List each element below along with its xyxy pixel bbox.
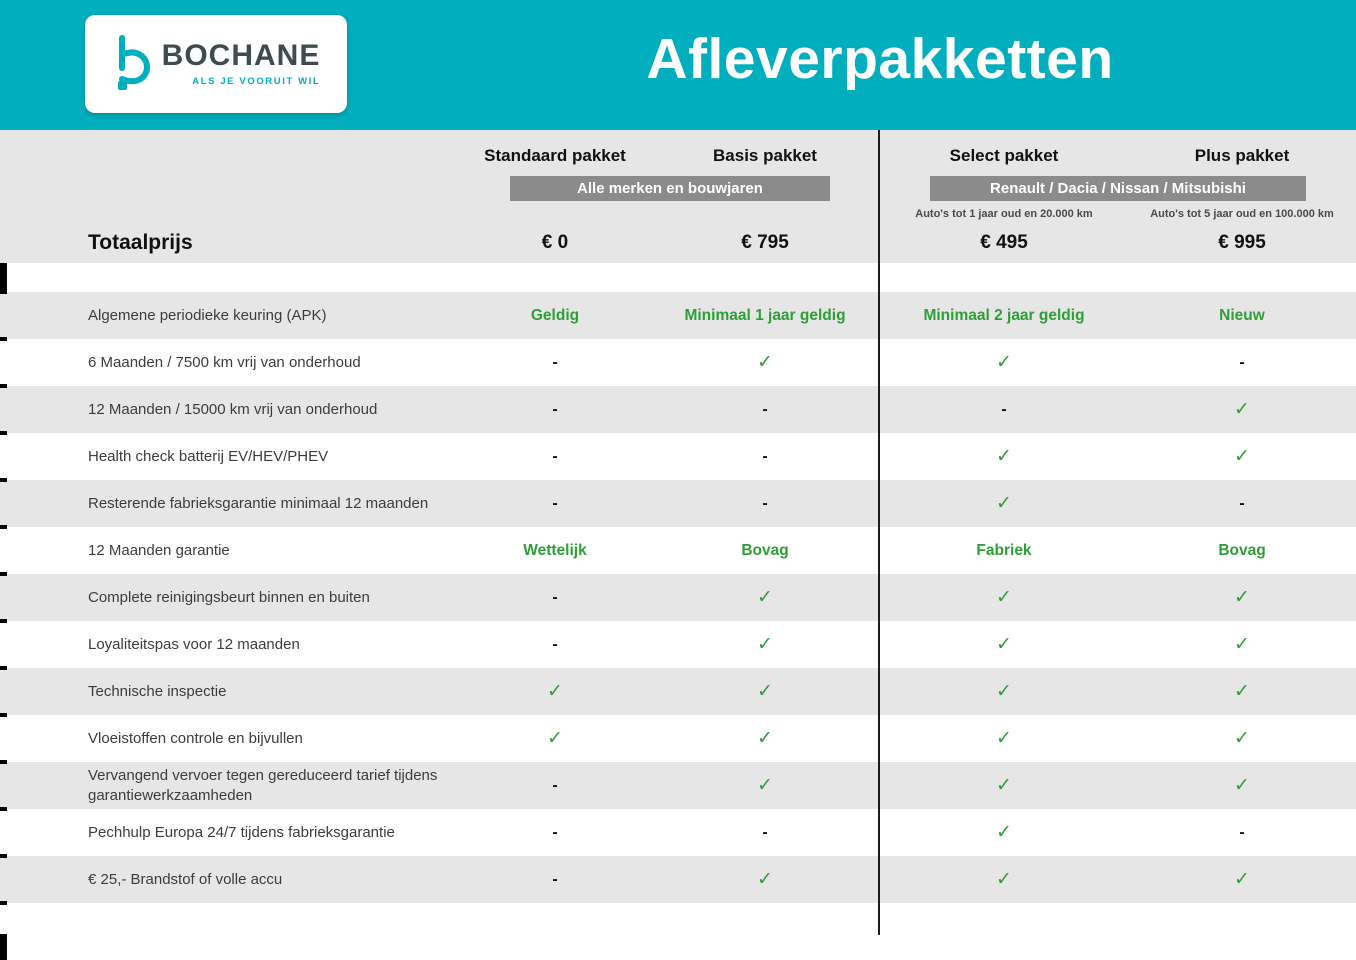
- check-icon: ✓: [757, 634, 773, 655]
- row-label: Complete reinigingsbeurt binnen en buiten: [88, 588, 370, 606]
- column-header-plus: Plus pakket: [1194, 146, 1290, 165]
- row-value: [460, 354, 650, 372]
- totaalprijs-label: Totaalprijs: [88, 230, 193, 254]
- row-value: [460, 495, 650, 513]
- price-select: € 495: [980, 231, 1028, 253]
- value-text: Geldig: [530, 306, 580, 324]
- check-icon: ✓: [1234, 587, 1250, 608]
- check-icon: ✓: [996, 587, 1012, 608]
- row-label: Vervangend vervoer tegen gereduceerd tarief tijdens garantiewerkzaamheden: [88, 767, 438, 804]
- check-icon: ✓: [547, 681, 563, 702]
- dash-mark: -: [762, 494, 768, 512]
- table-row: [0, 715, 1356, 762]
- dash-mark: -: [762, 447, 768, 465]
- value-text: Minimaal 2 jaar geldig: [923, 306, 1085, 324]
- value-text: Nieuw: [1219, 306, 1265, 324]
- subtext-select: Auto's tot 1 jaar oud en 20.000 km: [915, 208, 1093, 220]
- table-row: [0, 856, 1356, 903]
- table-row: [0, 668, 1356, 715]
- dash-mark: -: [552, 823, 558, 841]
- row-value: [460, 307, 650, 325]
- totaalprijs-row: [0, 222, 1356, 263]
- dash-mark: -: [552, 353, 558, 371]
- check-icon: ✓: [757, 728, 773, 749]
- row-value: [1128, 495, 1356, 513]
- check-icon: ✓: [996, 822, 1012, 843]
- check-icon: ✓: [996, 681, 1012, 702]
- dash-mark: -: [552, 588, 558, 606]
- row-value: [1128, 868, 1356, 891]
- table-row: [0, 762, 1356, 809]
- row-value: [460, 401, 650, 419]
- column-headers: [0, 130, 1356, 166]
- dash-mark: -: [552, 870, 558, 888]
- check-icon: ✓: [996, 446, 1012, 467]
- subtext-plus: Auto's tot 5 jaar oud en 100.000 km: [1150, 208, 1334, 220]
- brand-text: [162, 41, 321, 87]
- check-icon: ✓: [996, 869, 1012, 890]
- price-standaard: € 0: [541, 231, 569, 253]
- check-icon: ✓: [996, 775, 1012, 796]
- row-value: [1128, 774, 1356, 797]
- brand-name: BOCHANE: [161, 39, 321, 72]
- row-label: 12 Maanden garantie: [88, 541, 230, 559]
- row-value: [650, 586, 880, 609]
- group-badge-renault-dacia: Renault / Dacia / Nissan / Mitsubishi: [930, 176, 1306, 201]
- check-icon: ✓: [1234, 869, 1250, 890]
- row-value: [650, 680, 880, 703]
- check-icon: ✓: [757, 869, 773, 890]
- table-footer-spacer: [0, 903, 1356, 960]
- check-icon: ✓: [547, 728, 563, 749]
- row-value: [1128, 633, 1356, 656]
- check-icon: ✓: [757, 587, 773, 608]
- row-value: [650, 824, 880, 842]
- row-value: [880, 727, 1128, 750]
- check-icon: ✓: [757, 352, 773, 373]
- check-icon: ✓: [1234, 681, 1250, 702]
- table-row: [0, 339, 1356, 386]
- dash-mark: -: [1239, 353, 1245, 371]
- value-text: Minimaal 1 jaar geldig: [684, 306, 846, 324]
- row-label: 12 Maanden / 15000 km vrij van onderhoud: [88, 400, 378, 418]
- row-value: [650, 495, 880, 513]
- row-value: [650, 633, 880, 656]
- dash-mark: -: [1239, 823, 1245, 841]
- group-divider: [878, 130, 880, 935]
- row-value: [1128, 727, 1356, 750]
- dash-mark: -: [552, 400, 558, 418]
- page-title: Afleverpakketten: [646, 27, 1114, 91]
- label-column-spacer: [0, 146, 460, 166]
- row-label: Algemene periodieke keuring (APK): [88, 306, 327, 324]
- check-icon: ✓: [1234, 446, 1250, 467]
- row-value: [650, 448, 880, 466]
- row-label: Resterende fabrieksgarantie minimaal 12 maanden: [88, 494, 429, 512]
- table-row: [0, 480, 1356, 527]
- row-value: [1128, 398, 1356, 421]
- value-text: Wettelijk: [523, 541, 587, 559]
- row-label: € 25,- Brandstof of volle accu: [88, 870, 283, 888]
- group-badge-all-brands: Alle merken en bouwjaren: [510, 176, 830, 201]
- row-value: [460, 680, 650, 703]
- check-icon: ✓: [996, 352, 1012, 373]
- column-header-standaard: Standaard pakket: [484, 146, 626, 165]
- table-row: [0, 809, 1356, 856]
- check-icon: ✓: [996, 728, 1012, 749]
- price-plus: € 995: [1218, 231, 1266, 253]
- table-row: [0, 433, 1356, 480]
- row-value: [650, 401, 880, 419]
- row-label: 6 Maanden / 7500 km vrij van onderhoud: [88, 353, 361, 371]
- dash-mark: -: [762, 400, 768, 418]
- check-icon: ✓: [757, 775, 773, 796]
- row-label: Pechhulp Europa 24/7 tijdens fabrieksgarantie: [88, 823, 395, 841]
- row-value: [1128, 354, 1356, 372]
- row-label: Loyaliteitspas voor 12 maanden: [88, 635, 300, 653]
- row-value: [650, 351, 880, 374]
- row-value: [880, 492, 1128, 515]
- check-icon: ✓: [757, 681, 773, 702]
- value-text: Bovag: [741, 541, 789, 559]
- row-value: [460, 777, 650, 795]
- row-label: Vloeistoffen controle en bijvullen: [88, 729, 303, 747]
- row-value: [880, 586, 1128, 609]
- bochane-logo-icon: [112, 33, 152, 96]
- brand-tagline: ALS JE VOORUIT WIL: [192, 76, 321, 87]
- table-row: [0, 292, 1356, 339]
- check-icon: ✓: [1234, 399, 1250, 420]
- table-header: [0, 130, 1356, 263]
- row-value: [1128, 680, 1356, 703]
- header-gap: [0, 263, 1356, 292]
- row-value: [880, 445, 1128, 468]
- row-value: [650, 542, 880, 560]
- row-value: [1128, 586, 1356, 609]
- row-value: [880, 821, 1128, 844]
- table-row: [0, 386, 1356, 433]
- check-icon: ✓: [1234, 728, 1250, 749]
- row-value: [880, 868, 1128, 891]
- check-icon: ✓: [1234, 775, 1250, 796]
- column-header-select: Select pakket: [949, 146, 1059, 165]
- row-value: [460, 589, 650, 607]
- check-icon: ✓: [996, 493, 1012, 514]
- value-text: Bovag: [1218, 541, 1266, 559]
- dash-mark: -: [552, 635, 558, 653]
- check-icon: ✓: [1234, 634, 1250, 655]
- dash-mark: -: [552, 494, 558, 512]
- row-value: [880, 680, 1128, 703]
- row-value: [1128, 445, 1356, 468]
- row-value: [880, 633, 1128, 656]
- row-value: [880, 774, 1128, 797]
- row-value: [460, 727, 650, 750]
- row-value: [460, 542, 650, 560]
- row-value: [460, 824, 650, 842]
- row-value: [650, 774, 880, 797]
- dash-mark: -: [1001, 400, 1007, 418]
- label-column-spacer: [0, 176, 460, 201]
- row-value: [880, 401, 1128, 419]
- page-header: [0, 0, 1356, 130]
- check-icon: ✓: [996, 634, 1012, 655]
- table-row: [0, 527, 1356, 574]
- dash-mark: -: [1239, 494, 1245, 512]
- row-label: Health check batterij EV/HEV/PHEV: [88, 447, 329, 465]
- group-badges: [0, 176, 1356, 201]
- value-text: Fabriek: [976, 541, 1032, 559]
- row-value: [880, 542, 1128, 560]
- row-value: [650, 868, 880, 891]
- column-subtexts: [0, 208, 1356, 222]
- row-value: [1128, 307, 1356, 325]
- price-basis: € 795: [741, 231, 789, 253]
- feature-rows: [0, 292, 1356, 903]
- dash-mark: -: [552, 447, 558, 465]
- row-label: Technische inspectie: [88, 682, 227, 700]
- column-header-basis: Basis pakket: [713, 146, 817, 165]
- row-value: [460, 871, 650, 889]
- row-value: [650, 727, 880, 750]
- row-value: [1128, 824, 1356, 842]
- row-value: [460, 636, 650, 654]
- row-value: [650, 307, 880, 325]
- brand-logo: [85, 15, 347, 113]
- table-row: [0, 574, 1356, 621]
- row-value: [460, 448, 650, 466]
- row-value: [880, 351, 1128, 374]
- dash-mark: -: [762, 823, 768, 841]
- row-value: [1128, 542, 1356, 560]
- table-row: [0, 621, 1356, 668]
- row-value: [880, 307, 1128, 325]
- dash-mark: -: [552, 776, 558, 794]
